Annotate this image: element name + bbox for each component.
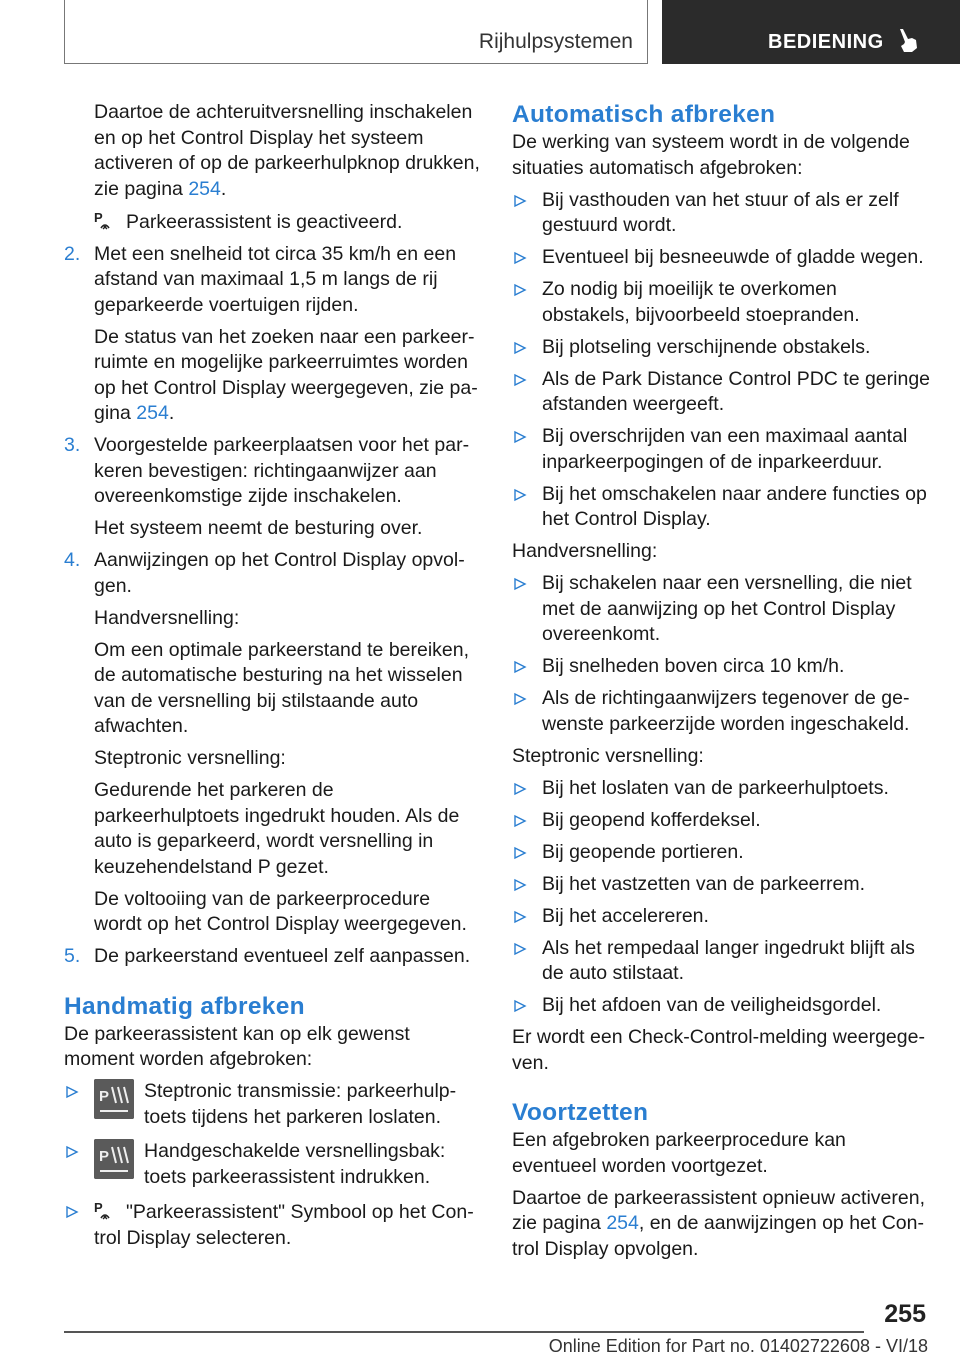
- auto-abort-list: [512, 188, 930, 533]
- list-item: Bij het omschakelen naar andere functies op het Control Display.: [512, 482, 930, 533]
- svg-text:P: P: [94, 1200, 103, 1215]
- park-assist-button-icon: [94, 1079, 134, 1119]
- section-heading: Automatisch afbreken: [512, 101, 776, 128]
- list-item: P Steptronic transmissie: parkeerhulptoets tijdens het parkeren loslaten.: [64, 1079, 480, 1130]
- svg-text:P: P: [94, 209, 103, 225]
- step-item: 4. Aanwijzingen op het Control Display opvolgen. Handversnelling: Om een optimale parkeerstand te bereiken, de automatische besturing na het wisselen van de versnelling bij stilstaande auto afwachten. Steptronic versnelling: Gedurende het parkeren de parkeerhulptoets ingedrukt houden. Als de auto is geparkeerd, wordt versnelling in keuzehendelstand P gezet. De voltooiing van de parkeerprocedure wordt op het Control Display weergegeven.: [64, 549, 470, 935]
- paragraph: Steptronic versnelling:: [512, 744, 704, 767]
- step-item: 2. Met een snelheid tot circa 35 km/h en een afstand van maximaal 1,5 m langs de rij geparkeerde voertuigen rijden. De status van het zoeken naar een parkeerruimte en mogelijke parkeerruimtes worden op het Control Display weergegeven, zie pagina 254.: [64, 242, 480, 427]
- section-heading: Voortzetten: [512, 1099, 649, 1126]
- paragraph: Een afgebroken parkeerprocedure kan eventueel worden voortgezet.: [512, 1129, 846, 1177]
- triangle-bullet-icon: [513, 283, 527, 297]
- svg-text:P: P: [99, 1148, 110, 1165]
- triangle-bullet-icon: [513, 577, 527, 591]
- triangle-bullet-icon: [65, 1205, 79, 1219]
- footer-divider: [64, 1331, 864, 1333]
- triangle-bullet-icon: [65, 1145, 79, 1159]
- status-line: P Parkeerassistent is geactiveerd.: [94, 209, 403, 233]
- list-item: Bij geopend kofferdeksel.: [512, 808, 930, 834]
- triangle-bullet-icon: [513, 488, 527, 502]
- list-item: Bij het vastzetten van de parkeerrem.: [512, 872, 930, 898]
- list-item: Eventueel bij besneeuwde of gladde wegen.: [512, 245, 930, 271]
- triangle-bullet-icon: [513, 814, 527, 828]
- parking-assistant-icon: [94, 209, 116, 231]
- triangle-bullet-icon: [513, 373, 527, 387]
- page-link[interactable]: 254: [136, 402, 169, 424]
- step-number: 5.: [64, 945, 81, 967]
- parking-assistant-icon: [94, 1199, 116, 1221]
- paragraph: Er wordt een Check-Control-melding weergegeven.: [512, 1026, 925, 1074]
- triangle-bullet-icon: [513, 999, 527, 1013]
- list-item: Bij vasthouden van het stuur of als er zelf gestuurd wordt.: [512, 188, 930, 239]
- header-chapter-box: [662, 0, 960, 64]
- list-item: Als de Park Distance Control PDC te geringe afstanden weergeeft.: [512, 367, 930, 418]
- list-item: Bij geopende portieren.: [512, 840, 930, 866]
- list-item: Bij schakelen naar een versnelling, die niet met de aanwijzing op het Control Display overeenkomt.: [512, 571, 930, 648]
- header-section-title: Rijhulpsystemen: [478, 30, 633, 53]
- footer-edition: Online Edition for Part no. 01402722608 - VI/18: [548, 1336, 928, 1356]
- list-item: Zo nodig bij moeilijk te overkomen obstakels, bijvoorbeeld stoepranden.: [512, 277, 930, 328]
- svg-text:P: P: [99, 1088, 110, 1105]
- step-number: 3.: [64, 434, 81, 456]
- triangle-bullet-icon: [513, 251, 527, 265]
- triangle-bullet-icon: [513, 660, 527, 674]
- triangle-bullet-icon: [513, 910, 527, 924]
- paragraph: Handversnelling:: [512, 540, 658, 562]
- triangle-bullet-icon: [513, 846, 527, 860]
- list-item: Bij plotseling verschijnende obstakels.: [512, 335, 930, 361]
- step-number: 4.: [64, 549, 81, 571]
- park-assist-button-icon: [94, 1139, 134, 1179]
- section-heading: Handmatig afbreken: [64, 992, 305, 1020]
- left-column: [64, 100, 480, 1258]
- header-chapter-title: BEDIENING: [768, 31, 884, 53]
- paragraph: Daartoe de achteruitversnelling inschakelen en op het Control Display het systeem activeren of op de parkeerhulpknop drukken, zie pagina 254.: [94, 101, 480, 200]
- step-item: 5. De parkeerstand eventueel zelf aanpassen.: [64, 944, 480, 970]
- triangle-bullet-icon: [513, 878, 527, 892]
- list-item: P Handgeschakelde versnellingsbak: toets parkeerassistent indrukken.: [64, 1139, 480, 1190]
- page-number: 255: [884, 1300, 926, 1328]
- page-link[interactable]: 254: [606, 1212, 639, 1234]
- page-link[interactable]: 254: [188, 177, 221, 200]
- list-item: Bij het accelereren.: [512, 904, 930, 930]
- list-item: Als het rempedaal langer ingedrukt blijft als de auto stilstaat.: [512, 936, 930, 987]
- triangle-bullet-icon: [65, 1085, 79, 1099]
- triangle-bullet-icon: [513, 194, 527, 208]
- triangle-bullet-icon: [513, 782, 527, 796]
- step-item: 3. Voorgestelde parkeerplaatsen voor het parkeren bevestigen: richtingaanwijzer aan overeenkomstige zijde inschakelen. Het systeem neemt de besturing over.: [64, 434, 470, 539]
- list-item: Bij het afdoen van de veiligheidsgordel.: [512, 993, 930, 1019]
- list-item: Als de richtingaanwijzers tegenover de gewenste parkeerzijde worden ingeschakeld.: [512, 686, 930, 737]
- triangle-bullet-icon: [513, 341, 527, 355]
- list-item: P "Parkeerassistent" Symbool op het Control Display selecteren.: [64, 1199, 480, 1251]
- right-column: [512, 100, 930, 1269]
- paragraph: De status van het zoeken naar een parkeerruimte en mogelijke parkeerruimtes worden op het Control Display weergegeven, zie pagina 254.: [94, 325, 478, 424]
- steptronic-abort-list: [512, 776, 930, 1019]
- paragraph: De parkeerassistent kan op elk gewenst moment worden afgebroken:: [64, 1022, 410, 1070]
- header-section-box: [64, 0, 648, 64]
- list-item: Bij het loslaten van de parkeerhulptoets.: [512, 776, 930, 802]
- triangle-bullet-icon: [513, 430, 527, 444]
- triangle-bullet-icon: [513, 692, 527, 706]
- paragraph: De werking van systeem wordt in de volgende situaties automatisch afgebroken:: [512, 131, 910, 179]
- triangle-bullet-icon: [513, 942, 527, 956]
- list-item: Bij snelheden boven circa 10 km/h.: [512, 654, 930, 680]
- step-number: 2.: [64, 242, 81, 265]
- manual-abort-list: [512, 571, 930, 737]
- paragraph: Daartoe de parkeerassistent opnieuw activeren, zie pagina 254, en de aanwijzingen op het Control Display opvolgen.: [512, 1186, 925, 1260]
- list-item: Bij overschrijden van een maximaal aantal inparkeerpogingen of de inparkeerduur.: [512, 424, 930, 475]
- pointing-hand-icon: [894, 26, 922, 54]
